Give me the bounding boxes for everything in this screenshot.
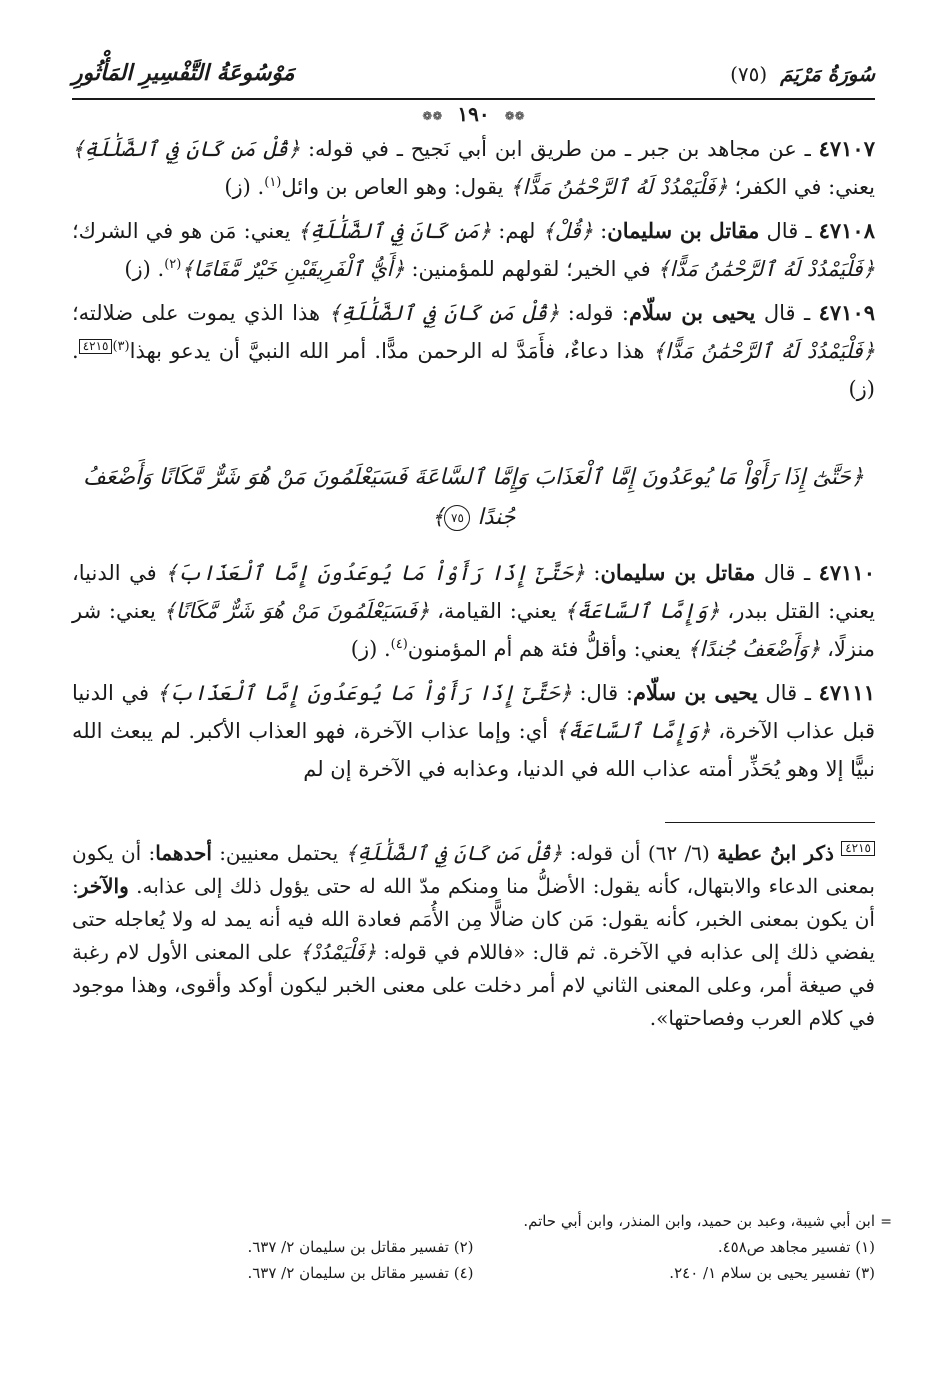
entry-text: ـ قال يحيى بن سلّام: قوله: ﴿قُلْ مَن كَانَ فِي ٱلضَّلَٰلَةِ﴾ هذا الذي يموت على ضلالته؛ ﴿فَلْيَمْدُدْ لَهُ ٱلرَّحْمَٰنُ مَدًّا﴾ هذا دعاءٌ، فأَمَدَّ له الرحمن مدًّا. أمر الله النبيَّ أن يدعو بهذا$^{(٣)}$٤٢١٥. (ز) bbox=[72, 300, 876, 401]
entry-number: ٤٧١١١ bbox=[818, 680, 875, 705]
entry-text: ـ قال مقاتل بن سليمان: ﴿قُلْ﴾ لهم: ﴿مَن كَانَ فِي ٱلضَّلَٰلَةِ﴾ يعني: مَن هو في الشرك؛ ﴿فَلْيَمْدُدْ لَهُ ٱلرَّحْمَٰنُ مَدًّا﴾ في الخير؛ لقولهم للمؤمنين: ﴿أَيُّ ٱلْفَرِيقَيْنِ خَيْرٌ مَّقَامًا﴾$^{(٢)}$. (ز) bbox=[72, 218, 875, 281]
verse-reference: (٧٥) bbox=[730, 62, 768, 86]
ornament-icon: ❁❁ bbox=[422, 108, 443, 123]
commentary-note: ٤٢١٥ ذكر ابنُ عطية (٦/ ٦٢) أن قوله: ﴿قُلْ مَن كَانَ فِي ٱلضَّلَٰلَةِ﴾ يحتمل معنيين: أحدهما: أن يكون بمعنى الدعاء والابتهال، كأنه يقول: الأضلُّ منا ومنكم مدّ الله له حتى يؤول ذلك إلى عذابه. والآخر: أن يكون بمعنى الخبر، كأنه يقول: مَن كان ضالًّا مِن الأُمَم فعادة الله فيه أنه يمد له ولا يُعاجله حتى يفضي ذلك إلى عذابه في الآخرة. ثم قال: «فاللام في قوله: ﴿فَلْيَمْدُدْ﴾ على المعنى الأول لام رغبة في صيغة أمر، وعلى المعنى الثاني لام أمر دخلت على معنى الخبر ليكون أوكد وأقوى، وهذا موجود في كلام العرب وفصاحتها». bbox=[72, 841, 875, 1030]
page-number-row bbox=[72, 102, 875, 130]
entry-number: ٤٧١٠٩ bbox=[818, 300, 876, 325]
main-text bbox=[72, 130, 875, 788]
book-title: مَوْسُوعَةُ التَّفْسِيرِ المَأْثُورِ bbox=[72, 60, 295, 86]
footnote-continued: ابن أبي شيبة، وعبد بن حميد، وابن المنذر، وابن أبي حاتم. bbox=[523, 1212, 875, 1230]
entry-text: ـ عن مجاهد بن جبر ـ من طريق ابن أبي نَجيح ـ في قوله: ﴿قُلْ مَن كَانَ فِي ٱلضَّلَٰلَةِ﴾ يعني: في الكفر؛ ﴿فَلْيَمْدُدْ لَهُ ٱلرَّحْمَٰنُ مَدًّا﴾ يقول: وهو العاص بن وائل$^{(١)}$. (ز) bbox=[72, 137, 875, 199]
entry-number: ٤٧١٠٨ bbox=[818, 218, 875, 243]
entry bbox=[72, 212, 875, 288]
ornament-icon: ❁❁ bbox=[504, 108, 525, 123]
entry-number: ٤٧١٠٧ bbox=[818, 136, 875, 161]
footnote-3: (٣) تفسير يحيى بن سلام ١/ ٢٤٠. bbox=[669, 1264, 875, 1282]
entry-text: ـ قال يحيى بن سلّام: قال: ﴿حَتَّىٰٓ إِذَا رَأَوْاْ مَا يُوعَدُونَ إِمَّا ٱلْعَذَابَ﴾ في الدنيا قبل عذاب الآخرة، ﴿وَإِمَّا ٱلسَّاعَةَ﴾ أي: وإما عذاب الآخرة، فهو العذاب الأكبر. لم يبعث الله نبيًّا إلا وهو يُحَذِّر أمته عذاب الله في الدنيا، وعذابه في الآخرة إن لم bbox=[72, 680, 876, 781]
footnotes bbox=[72, 1208, 875, 1286]
quran-verse: ﴿حَتَّىٰٓ إِذَا رَأَوْاْ مَا يُوعَدُونَ إِمَّا ٱلْعَذَابَ وَإِمَّا ٱلسَّاعَةَ فَسَيَعْلَمُونَ مَنْ هُوَ شَرٌّ مَّكَانًا وَأَضْعَفُ جُندًا ٧٥﴾ bbox=[83, 465, 864, 530]
footnote-1: (١) تفسير مجاهد ص٤٥٨. bbox=[717, 1238, 875, 1256]
continued-mark: = bbox=[880, 1214, 892, 1230]
running-header bbox=[72, 58, 875, 100]
footnote-2: (٢) تفسير مقاتل بن سليمان ٢/ ٦٣٧. bbox=[247, 1238, 474, 1256]
surah-title bbox=[730, 62, 875, 86]
commentary-divider bbox=[665, 822, 875, 823]
footnote-4: (٤) تفسير مقاتل بن سليمان ٢/ ٦٣٧. bbox=[247, 1264, 474, 1282]
entry-text: ـ قال مقاتل بن سليمان: ﴿حَتَّىٰٓ إِذَا رَأَوْاْ مَا يُوعَدُونَ إِمَّا ٱلْعَذَابَ﴾ في الدنيا، يعني: القتل ببدر، ﴿وَإِمَّا ٱلسَّاعَةَ﴾ يعني: القيامة، ﴿فَسَيَعْلَمُونَ مَنْ هُوَ شَرٌّ مَّكَانًا﴾ يعني: شر منزلًا، ﴿وَأَضْعَفُ جُندًا﴾ يعني: وأقلُّ فئة هم أم المؤمنون$^{(٤)}$. (ز) bbox=[72, 560, 875, 661]
surah-name: سُورَةُ مَرْيَمَ bbox=[780, 62, 875, 86]
footnote-row bbox=[72, 1234, 875, 1260]
page-number: ١٩٠ bbox=[457, 102, 490, 126]
entry bbox=[72, 674, 875, 788]
entry bbox=[72, 554, 875, 668]
entry bbox=[72, 294, 875, 408]
footnote-row bbox=[72, 1260, 875, 1286]
entry-number: ٤٧١١٠ bbox=[818, 560, 875, 585]
entry bbox=[72, 130, 875, 206]
